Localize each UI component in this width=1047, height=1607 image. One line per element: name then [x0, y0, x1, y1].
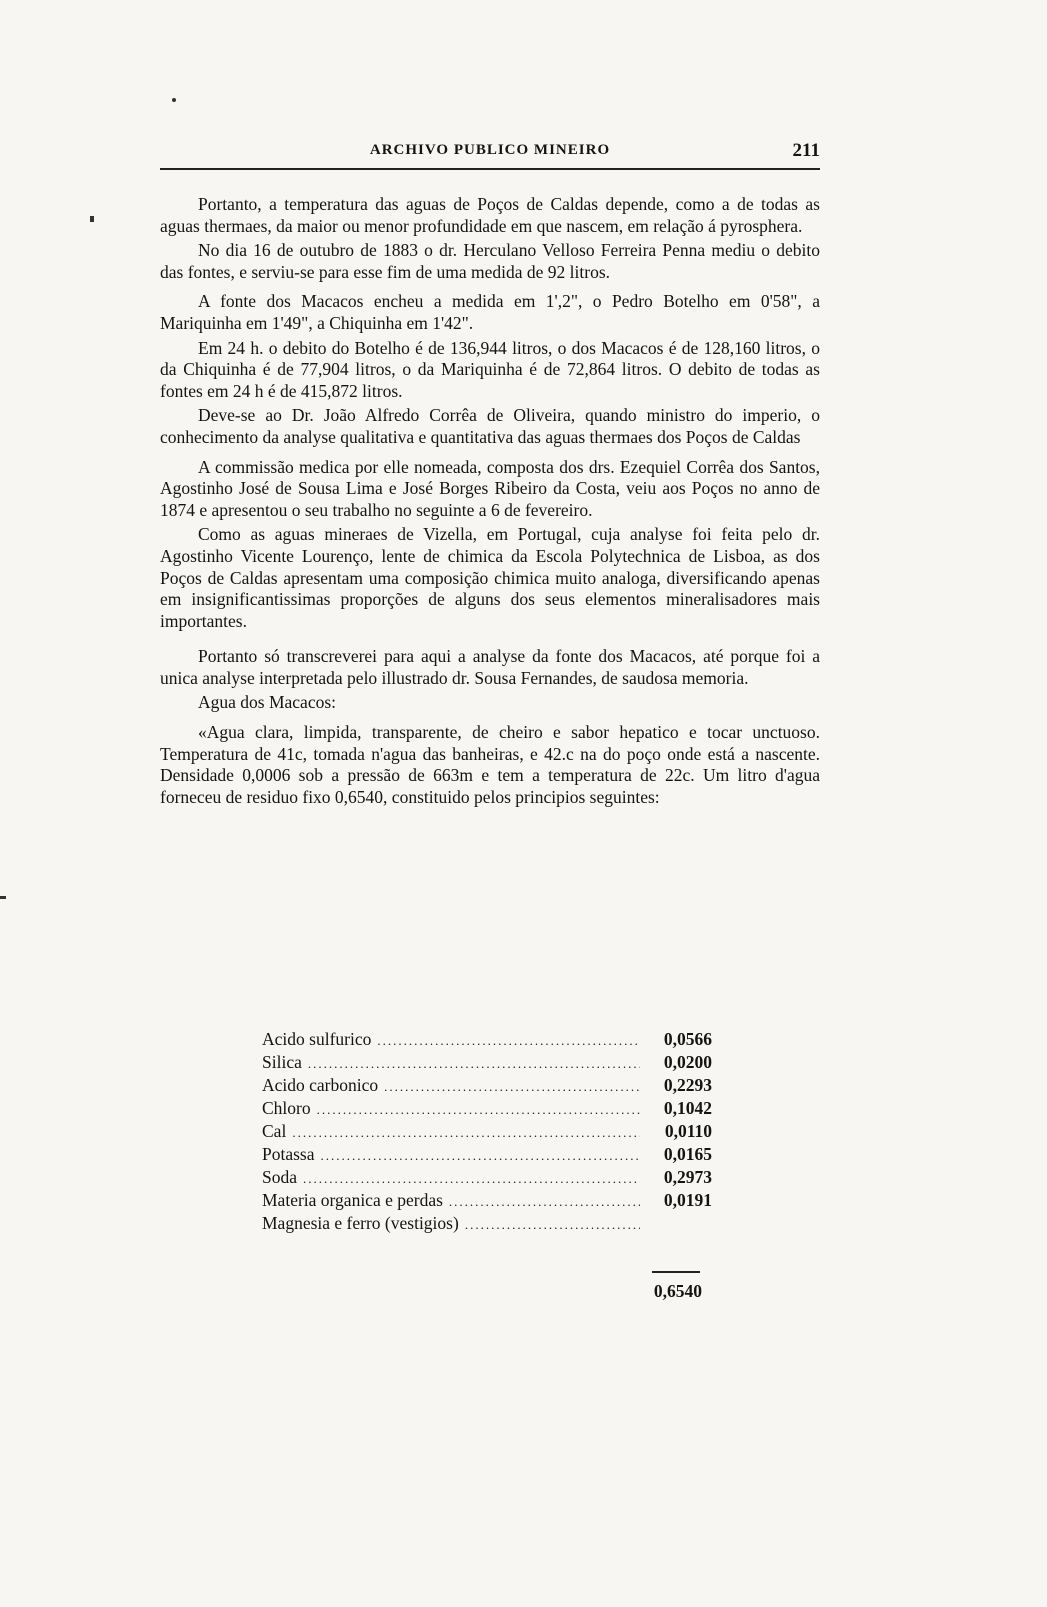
table-row	[262, 1120, 712, 1143]
paragraph: Deve-se ao Dr. João Alfredo Corrêa de Oliveira, quando ministro do imperio, o conhecimento da analyse qualitativa e quantitativa das aguas thermaes dos Poços de Caldas	[160, 405, 820, 447]
component-name: Potassa	[262, 1144, 315, 1164]
table-row	[262, 1166, 712, 1189]
component-value: 0,0110	[664, 1121, 712, 1141]
analysis-table	[262, 1028, 712, 1235]
leader-dots	[449, 1190, 640, 1213]
header-rule	[160, 168, 820, 170]
table-row	[262, 1143, 712, 1166]
scan-mark	[90, 216, 94, 222]
scan-mark	[172, 98, 176, 102]
component-value: 0,0165	[663, 1144, 712, 1164]
component-value: 0,2973	[663, 1167, 712, 1187]
page-number: 211	[792, 140, 820, 161]
total-value: 0,6540	[653, 1281, 702, 1301]
table-row	[262, 1212, 712, 1235]
paragraph: Portanto só transcreverei para aqui a analyse da fonte dos Macacos, até porque foi a unica analyse interpretada pelo illustrado dr. Sousa Fernandes, de saudosa memoria.	[160, 646, 820, 688]
scan-mark	[0, 896, 6, 899]
table-row	[262, 1028, 712, 1051]
paragraph: No dia 16 de outubro de 1883 o dr. Herculano Velloso Ferreira Penna mediu o debito das fontes, e serviu-se para esse fim de uma medida de 92 litros.	[160, 240, 820, 282]
paragraph: Agua dos Macacos:	[198, 692, 337, 713]
leader-dots	[377, 1029, 640, 1052]
component-name: Acido carbonico	[262, 1075, 379, 1095]
running-title: ARCHIVO PUBLICO MINEIRO	[369, 142, 611, 158]
component-value: 0,0200	[663, 1052, 712, 1072]
table-row	[262, 1051, 712, 1074]
leader-dots	[308, 1052, 640, 1075]
leader-dots	[384, 1075, 640, 1098]
body-text	[160, 194, 820, 811]
page-header	[160, 142, 820, 168]
component-name: Cal	[262, 1121, 287, 1141]
component-name: Soda	[262, 1167, 297, 1187]
paragraph: Como as aguas mineraes de Vizella, em Portugal, cuja analyse foi feita pelo dr. Agostinho Vicente Lourenço, lente de chimica da Escola Polytechnica de Lisboa, as dos Poços de Caldas apresentam uma composição chimica muito analoga, diversificando apenas em insignificantissimas proporções de alguns dos seus elementos mineralisadores mais importantes.	[160, 524, 820, 631]
leader-dots	[321, 1144, 641, 1167]
component-name: Magnesia e ferro (vestigios)	[262, 1213, 459, 1233]
component-value: 0,0566	[663, 1029, 712, 1049]
paragraph: Portanto, a temperatura das aguas de Poços de Caldas depende, como a de todas as aguas thermaes, da maior ou menor profundidade em que nascem, em relação á pyrosphera.	[160, 194, 820, 236]
component-name: Chloro	[262, 1098, 311, 1118]
component-value: 0,0191	[663, 1190, 712, 1210]
component-name: Silica	[262, 1052, 302, 1072]
leader-dots	[317, 1098, 640, 1121]
leader-dots	[292, 1121, 640, 1144]
leader-dots	[303, 1167, 640, 1190]
leader-dots	[465, 1213, 640, 1236]
table-row	[262, 1189, 712, 1212]
component-value: 0,2293	[663, 1075, 712, 1095]
paragraph: A fonte dos Macacos encheu a medida em 1',2", o Pedro Botelho em 0'58", a Mariquinha em 1'49", a Chiquinha em 1'42".	[160, 291, 820, 333]
paragraph: Em 24 h. o debito do Botelho é de 136,944 litros, o dos Macacos é de 128,160 litros, o da Chiquinha é de 77,904 litros, o da Mariquinha é de 72,864 litros. O debito de todas as fontes em 24 h é de 415,872 litros.	[160, 337, 820, 401]
paragraph: «Agua clara, limpida, transparente, de cheiro e sabor hepatico e tocar unctuoso. Temperatura de 41c, tomada n'agua das banheiras, e 42.c na do poço onde está a nascente. Densidade 0,0006 sob a pressão de 663m e tem a temperatura de 22c. Um litro d'agua forneceu de residuo fixo 0,6540, constituido pelos principios seguintes:	[160, 722, 820, 807]
table-row	[262, 1097, 712, 1120]
component-name: Materia organica e perdas	[262, 1190, 443, 1210]
sum-rule	[652, 1271, 700, 1273]
component-value: 0,1042	[663, 1098, 712, 1118]
paragraph: A commissão medica por elle nomeada, composta dos drs. Ezequiel Corrêa dos Santos, Agostinho José de Sousa Lima e José Borges Ribeiro da Costa, veiu aos Poços no anno de 1874 e apresentou o seu trabalho no seguinte a 6 de fevereiro.	[160, 456, 820, 520]
table-row	[262, 1074, 712, 1097]
component-name: Acido sulfurico	[262, 1029, 372, 1049]
